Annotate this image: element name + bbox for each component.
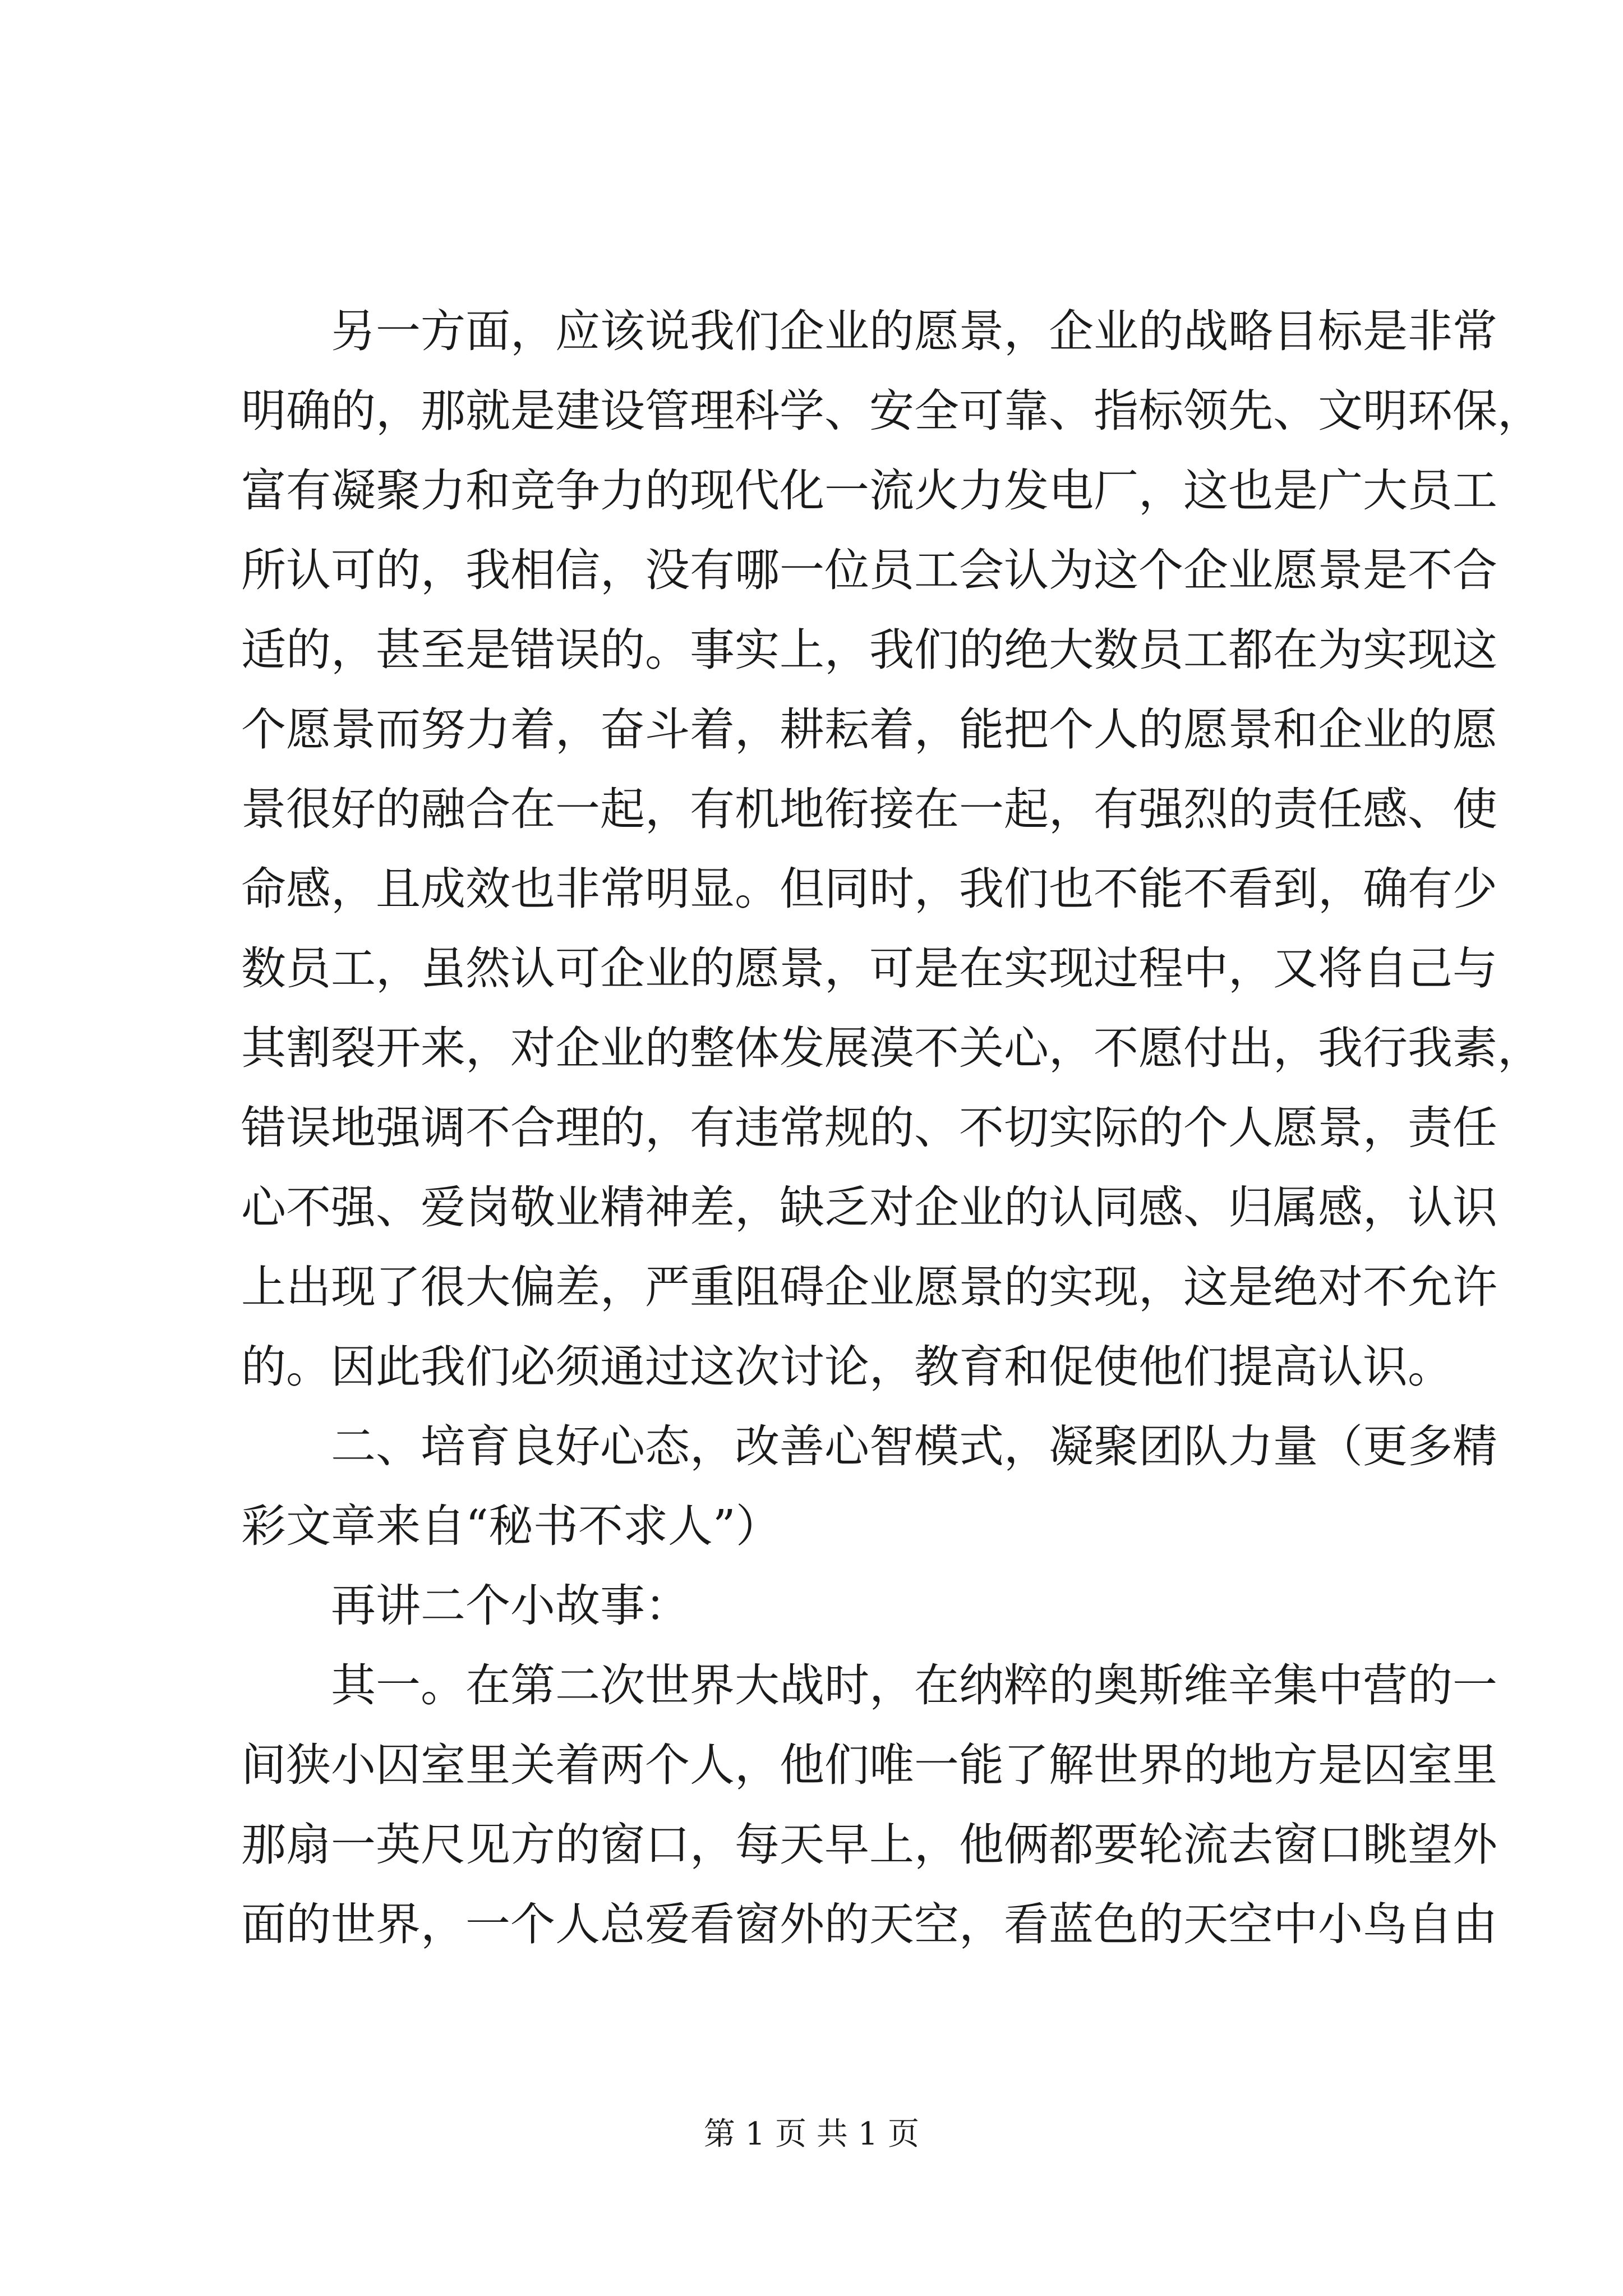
text-line: 数员工，虽然认可企业的愿景，可是在实现过程中，又将自己与 bbox=[241, 942, 1497, 995]
text-line: 错误地强调不合理的，有违常规的、不切实际的个人愿景，责任 bbox=[241, 1102, 1497, 1154]
section-heading-line: 彩文章来自“秘书不求人”） bbox=[241, 1500, 781, 1552]
text-line: 明确的，那就是建设管理科学、安全可靠、指标领先、文明环保， bbox=[241, 385, 1542, 437]
text-line: 的。因此我们必须通过这次讨论，教育和促使他们提高认识。 bbox=[241, 1341, 1453, 1393]
text-line: 命感，且成效也非常明显。但同时，我们也不能不看到，确有少 bbox=[241, 863, 1497, 915]
text-line: 富有凝聚力和竞争力的现代化一流火力发电厂，这也是广大员工 bbox=[241, 464, 1497, 517]
text-line: 另一方面，应该说我们企业的愿景，企业的战略目标是非常 bbox=[241, 305, 1497, 357]
text-line: 所认可的，我相信，没有哪一位员工会认为这个企业愿景是不合 bbox=[241, 544, 1497, 596]
text-line: 心不强、爱岗敬业精神差，缺乏对企业的认同感、归属感，认识 bbox=[241, 1181, 1497, 1234]
text-line: 那扇一英尺见方的窗口，每天早上，他俩都要轮流去窗口眺望外 bbox=[241, 1819, 1497, 1871]
text-line: 适的，甚至是错误的。事实上，我们的绝大数员工都在为实现这 bbox=[241, 624, 1497, 676]
page-footer bbox=[0, 2115, 1623, 2154]
text-line: 再讲二个小故事： bbox=[241, 1580, 690, 1632]
text-line: 个愿景而努力着，奋斗着，耕耘着，能把个人的愿景和企业的愿 bbox=[241, 703, 1497, 756]
text-line: 间狭小囚室里关着两个人，他们唯一能了解世界的地方是囚室里 bbox=[241, 1739, 1497, 1791]
body-text bbox=[241, 292, 1542, 1964]
page-number-label: 第 1 页 共 1 页 bbox=[703, 2116, 920, 2152]
text-line: 其一。在第二次世界大战时，在纳粹的奥斯维辛集中营的一 bbox=[241, 1659, 1497, 1711]
text-line: 景很好的融合在一起，有机地衔接在一起，有强烈的责任感、使 bbox=[241, 783, 1497, 835]
section-heading-line: 二、培育良好心态，改善心智模式，凝聚团队力量（更多精 bbox=[241, 1420, 1497, 1473]
text-line: 面的世界，一个人总爱看窗外的天空，看蓝色的天空中小鸟自由 bbox=[241, 1898, 1497, 1950]
text-line: 上出现了很大偏差，严重阻碍企业愿景的实现，这是绝对不允许 bbox=[241, 1261, 1497, 1313]
text-line: 其割裂开来，对企业的整体发展漠不关心，不愿付出，我行我素， bbox=[241, 1022, 1542, 1074]
